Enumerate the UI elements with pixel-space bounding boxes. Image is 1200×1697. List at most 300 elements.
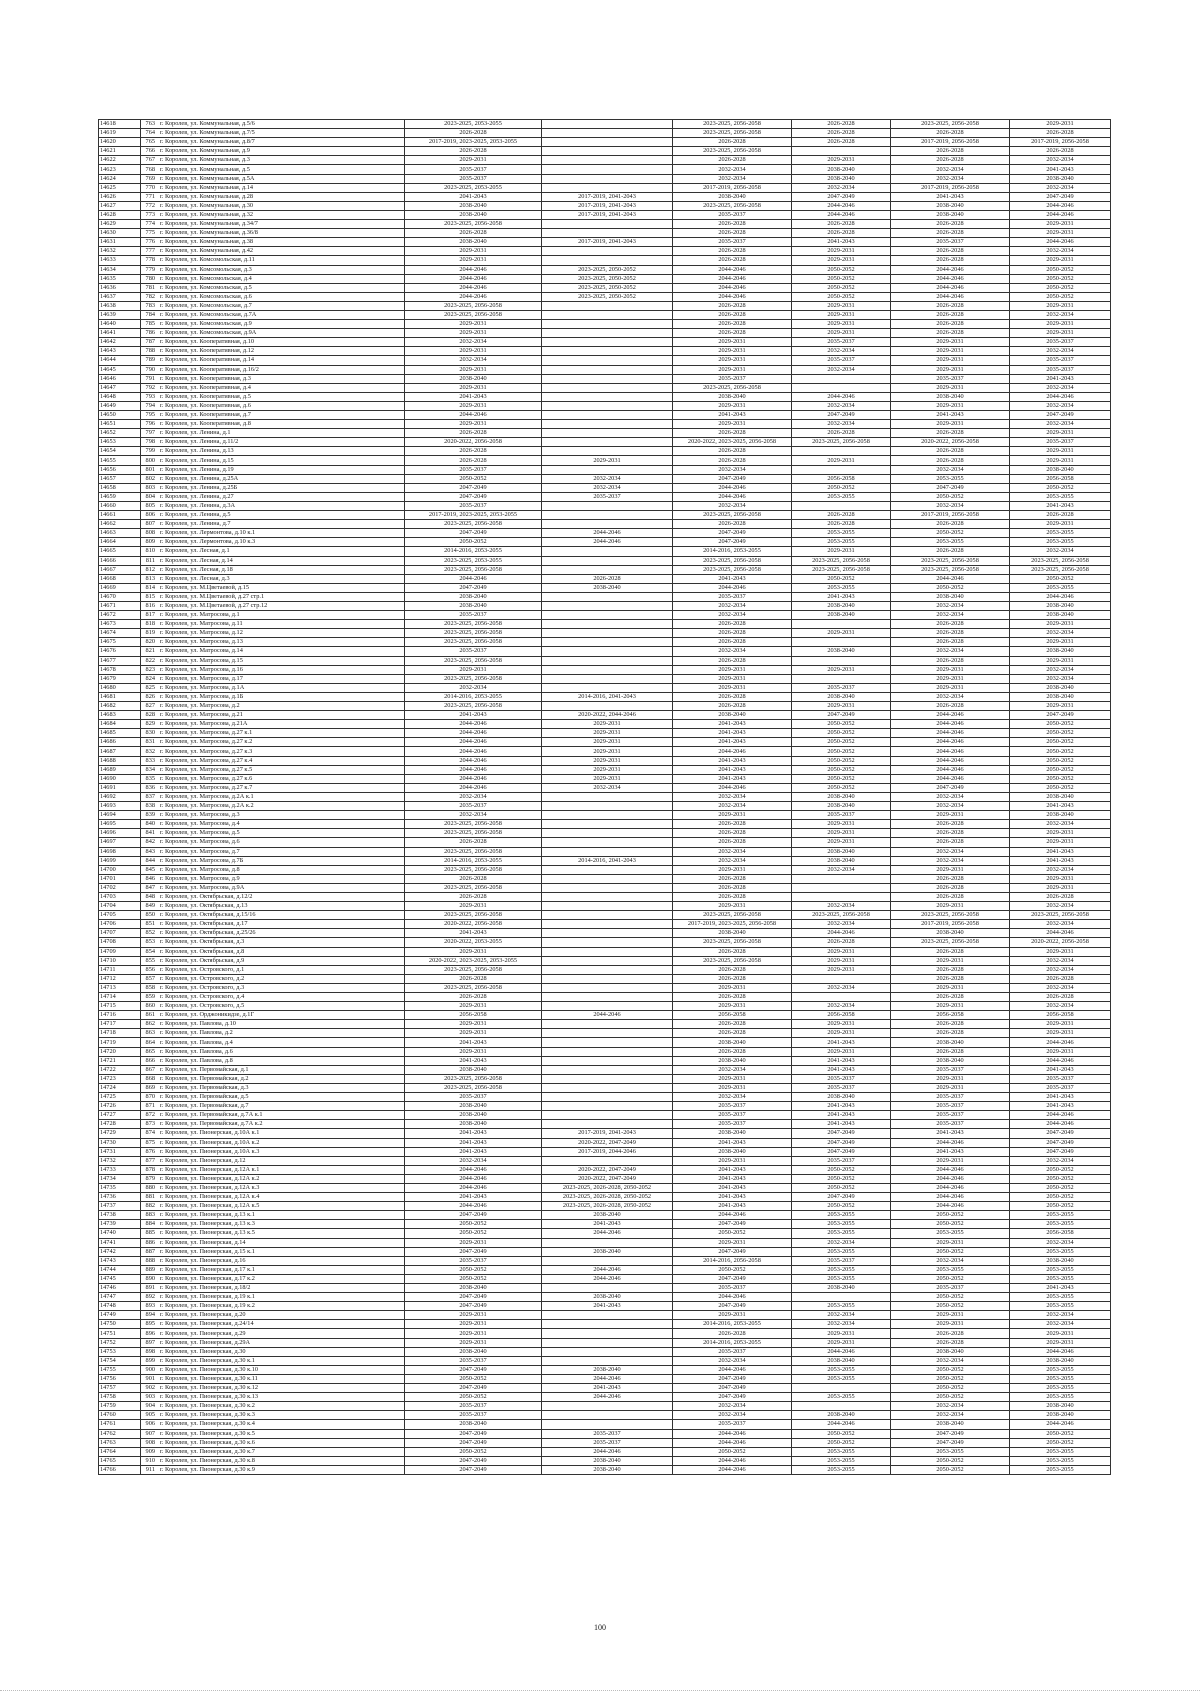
table-row: [99, 1129, 1111, 1138]
period-col-1-cell: 2023-2025, 2056-2058: [405, 520, 542, 529]
period-col-5-cell: 2032-2034: [891, 647, 1010, 656]
row-id-cell: 14686: [99, 738, 141, 747]
row-id-cell: 14754: [99, 1356, 141, 1365]
table-row: [99, 320, 1111, 329]
period-col-6-cell: 2041-2043: [1010, 1284, 1111, 1293]
period-col-3-cell: 2044-2046: [673, 483, 792, 492]
table-row: [99, 1238, 1111, 1247]
row-id-cell: 14684: [99, 720, 141, 729]
row-number-cell: 805: [141, 501, 158, 510]
table-row: [99, 147, 1111, 156]
period-col-1-cell: 2026-2028: [405, 429, 542, 438]
address-cell: г. Королев, ул. Матросова, д.3: [157, 811, 405, 820]
period-col-2-cell: [542, 947, 673, 956]
address-cell: г. Королев, ул. Октябрьская, д.25/26: [157, 929, 405, 938]
table-body: [99, 120, 1111, 1475]
period-col-4-cell: 2053-2055: [792, 583, 891, 592]
period-col-4-cell: [792, 892, 891, 901]
period-col-5-cell: 2026-2028: [891, 892, 1010, 901]
period-col-1-cell: 2029-2031: [405, 1238, 542, 1247]
period-col-1-cell: 2026-2028: [405, 874, 542, 883]
period-col-6-cell: 2032-2034: [1010, 383, 1111, 392]
period-col-3-cell: 2029-2031: [673, 665, 792, 674]
address-cell: г. Королев, ул. Пионерская, д.12А к.2: [157, 1174, 405, 1183]
period-col-6-cell: 2050-2052: [1010, 729, 1111, 738]
period-col-5-cell: 2050-2052: [891, 1274, 1010, 1283]
row-id-cell: 14739: [99, 1220, 141, 1229]
table-row: [99, 256, 1111, 265]
period-col-3-cell: 2026-2028: [673, 620, 792, 629]
address-cell: г. Королев, ул. Матросова, д.9: [157, 874, 405, 883]
period-col-1-cell: 2038-2040: [405, 1420, 542, 1429]
period-col-4-cell: 2044-2046: [792, 929, 891, 938]
period-col-4-cell: 2044-2046: [792, 1420, 891, 1429]
address-cell: г. Королев, ул. Пионерская, д.10А к.2: [157, 1138, 405, 1147]
period-col-2-cell: 2041-2043: [542, 1220, 673, 1229]
period-col-2-cell: [542, 183, 673, 192]
period-col-1-cell: 2023-2025, 2056-2058: [405, 629, 542, 638]
period-col-6-cell: 2035-2037: [1010, 1074, 1111, 1083]
address-cell: г. Королев, ул. Островского, д.5: [157, 1002, 405, 1011]
period-col-2-cell: 2023-2025, 2026-2028, 2050-2052: [542, 1202, 673, 1211]
period-col-6-cell: 2053-2055: [1010, 1393, 1111, 1402]
row-id-cell: 14737: [99, 1202, 141, 1211]
period-col-6-cell: 2041-2043: [1010, 856, 1111, 865]
row-id-cell: 14691: [99, 783, 141, 792]
period-col-5-cell: 2035-2037: [891, 1102, 1010, 1111]
table-row: [99, 129, 1111, 138]
period-col-6-cell: 2029-2031: [1010, 1329, 1111, 1338]
period-col-1-cell: 2032-2034: [405, 683, 542, 692]
period-col-4-cell: 2026-2028: [792, 220, 891, 229]
table-row: [99, 283, 1111, 292]
page-number: 100: [594, 1623, 606, 1632]
period-col-4-cell: 2047-2049: [792, 192, 891, 201]
row-id-cell: 14766: [99, 1465, 141, 1474]
table-row: [99, 392, 1111, 401]
period-col-1-cell: 2023-2025, 2056-2058: [405, 847, 542, 856]
row-number-cell: 772: [141, 201, 158, 210]
period-col-5-cell: 2029-2031: [891, 365, 1010, 374]
row-number-cell: 868: [141, 1074, 158, 1083]
period-col-6-cell: 2050-2052: [1010, 292, 1111, 301]
period-col-4-cell: 2038-2040: [792, 1411, 891, 1420]
table-row: [99, 1311, 1111, 1320]
period-col-3-cell: 2056-2058: [673, 1011, 792, 1020]
period-col-3-cell: 2047-2049: [673, 1302, 792, 1311]
period-col-2-cell: [542, 374, 673, 383]
period-col-6-cell: 2050-2052: [1010, 265, 1111, 274]
row-number-cell: 867: [141, 1065, 158, 1074]
row-id-cell: 14641: [99, 329, 141, 338]
period-col-4-cell: 2038-2040: [792, 611, 891, 620]
period-col-4-cell: 2038-2040: [792, 802, 891, 811]
period-col-3-cell: 2026-2028: [673, 329, 792, 338]
period-col-5-cell: 2038-2040: [891, 929, 1010, 938]
row-id-cell: 14670: [99, 592, 141, 601]
row-number-cell: 806: [141, 511, 158, 520]
period-col-5-cell: 2026-2028: [891, 974, 1010, 983]
row-number-cell: 848: [141, 892, 158, 901]
address-cell: г. Королев, ул. Комсомольская, д.3: [157, 265, 405, 274]
row-number-cell: 908: [141, 1438, 158, 1447]
address-cell: г. Королев, ул. Коммунальная, д.34/7: [157, 220, 405, 229]
period-col-6-cell: 2041-2043: [1010, 501, 1111, 510]
period-col-1-cell: 2038-2040: [405, 601, 542, 610]
scan-edge-divider: [0, 1690, 1200, 1691]
period-col-5-cell: 2029-2031: [891, 383, 1010, 392]
period-col-1-cell: 2044-2046: [405, 738, 542, 747]
period-col-6-cell: 2041-2043: [1010, 847, 1111, 856]
period-col-2-cell: [542, 174, 673, 183]
row-number-cell: 871: [141, 1102, 158, 1111]
row-id-cell: 14629: [99, 220, 141, 229]
period-col-2-cell: 2035-2037: [542, 492, 673, 501]
row-id-cell: 14685: [99, 729, 141, 738]
row-number-cell: 847: [141, 883, 158, 892]
period-col-5-cell: 2023-2025, 2056-2058: [891, 911, 1010, 920]
period-col-4-cell: 2029-2031: [792, 329, 891, 338]
address-cell: г. Королев, ул. Матросова, д.7Б: [157, 856, 405, 865]
row-id-cell: 14725: [99, 1093, 141, 1102]
row-id-cell: 14635: [99, 274, 141, 283]
period-col-6-cell: 2053-2055: [1010, 583, 1111, 592]
address-cell: г. Королев, ул. Ленина, д.1: [157, 429, 405, 438]
table-row: [99, 1274, 1111, 1283]
period-col-1-cell: 2029-2031: [405, 1029, 542, 1038]
row-number-cell: 884: [141, 1220, 158, 1229]
table-row: [99, 1183, 1111, 1192]
address-cell: г. Королев, ул. Первомайская, д.1: [157, 1065, 405, 1074]
period-col-3-cell: 2026-2028: [673, 447, 792, 456]
row-id-cell: 14642: [99, 338, 141, 347]
period-col-1-cell: 2038-2040: [405, 1065, 542, 1074]
row-id-cell: 14673: [99, 620, 141, 629]
row-id-cell: 14730: [99, 1138, 141, 1147]
table-row: [99, 638, 1111, 647]
period-col-6-cell: 2050-2052: [1010, 783, 1111, 792]
period-col-4-cell: 2029-2031: [792, 456, 891, 465]
row-id-cell: 14711: [99, 965, 141, 974]
period-col-3-cell: 2014-2016, 2056-2058: [673, 1256, 792, 1265]
period-col-1-cell: 2041-2043: [405, 711, 542, 720]
address-cell: г. Королев, ул. Пионерская, д.12: [157, 1156, 405, 1165]
row-id-cell: 14702: [99, 883, 141, 892]
period-col-3-cell: 2026-2028: [673, 838, 792, 847]
table-row: [99, 1011, 1111, 1020]
period-col-3-cell: 2041-2043: [673, 729, 792, 738]
row-number-cell: 830: [141, 729, 158, 738]
period-col-5-cell: 2029-2031: [891, 902, 1010, 911]
row-number-cell: 833: [141, 756, 158, 765]
period-col-3-cell: 2047-2049: [673, 1393, 792, 1402]
table-row: [99, 220, 1111, 229]
period-col-1-cell: 2050-2052: [405, 474, 542, 483]
table-row: [99, 938, 1111, 947]
row-number-cell: 827: [141, 702, 158, 711]
period-col-3-cell: 2038-2040: [673, 1038, 792, 1047]
period-col-4-cell: 2032-2034: [792, 920, 891, 929]
period-col-6-cell: 2038-2040: [1010, 611, 1111, 620]
period-col-5-cell: 2050-2052: [891, 1211, 1010, 1220]
row-number-cell: 881: [141, 1193, 158, 1202]
period-col-1-cell: 2050-2052: [405, 1393, 542, 1402]
period-col-4-cell: [792, 147, 891, 156]
period-col-5-cell: 2032-2034: [891, 601, 1010, 610]
period-col-2-cell: [542, 865, 673, 874]
period-col-3-cell: 2023-2025, 2056-2058: [673, 147, 792, 156]
address-cell: г. Королев, ул. Ленина, д.25Б: [157, 483, 405, 492]
period-col-5-cell: 2044-2046: [891, 729, 1010, 738]
table-row: [99, 1247, 1111, 1256]
address-cell: г. Королев, ул. Пионерская, д.30 к.2: [157, 1402, 405, 1411]
period-col-2-cell: 2038-2040: [542, 1211, 673, 1220]
period-col-6-cell: 2050-2052: [1010, 774, 1111, 783]
period-col-1-cell: 2056-2058: [405, 1011, 542, 1020]
period-col-6-cell: 2026-2028: [1010, 974, 1111, 983]
period-col-4-cell: 2050-2052: [792, 1165, 891, 1174]
table-row: [99, 265, 1111, 274]
period-col-6-cell: 2026-2028: [1010, 511, 1111, 520]
period-col-5-cell: 2041-2043: [891, 411, 1010, 420]
period-col-5-cell: 2041-2043: [891, 192, 1010, 201]
period-col-6-cell: 2032-2034: [1010, 247, 1111, 256]
address-cell: г. Королев, ул. Матросова, д.21А: [157, 720, 405, 729]
table-row: [99, 456, 1111, 465]
table-row: [99, 1029, 1111, 1038]
period-col-3-cell: 2029-2031: [673, 1083, 792, 1092]
period-col-1-cell: 2044-2046: [405, 729, 542, 738]
period-col-3-cell: 2038-2040: [673, 392, 792, 401]
address-cell: г. Королев, ул. Островского, д.4: [157, 993, 405, 1002]
address-cell: г. Королев, ул. Пионерская, д.30 к.5: [157, 1429, 405, 1438]
period-col-6-cell: 2029-2031: [1010, 456, 1111, 465]
period-col-4-cell: 2053-2055: [792, 529, 891, 538]
period-col-2-cell: 2017-2019, 2041-2043: [542, 1129, 673, 1138]
row-number-cell: 764: [141, 129, 158, 138]
period-col-4-cell: 2053-2055: [792, 492, 891, 501]
period-col-5-cell: 2032-2034: [891, 611, 1010, 620]
period-col-2-cell: 2044-2046: [542, 1229, 673, 1238]
period-col-4-cell: 2038-2040: [792, 1284, 891, 1293]
period-col-1-cell: 2047-2049: [405, 1302, 542, 1311]
table-row: [99, 683, 1111, 692]
period-col-2-cell: [542, 874, 673, 883]
row-number-cell: 782: [141, 292, 158, 301]
address-cell: г. Королев, ул. Коммунальная, д.30: [157, 201, 405, 210]
period-col-6-cell: 2050-2052: [1010, 1193, 1111, 1202]
period-col-6-cell: 2032-2034: [1010, 1002, 1111, 1011]
period-col-3-cell: 2026-2028: [673, 310, 792, 319]
period-col-3-cell: 2041-2043: [673, 411, 792, 420]
period-col-2-cell: [542, 683, 673, 692]
period-col-6-cell: 2029-2031: [1010, 320, 1111, 329]
period-col-6-cell: 2032-2034: [1010, 183, 1111, 192]
period-col-2-cell: 2017-2019, 2041-2043: [542, 210, 673, 219]
period-col-4-cell: 2050-2052: [792, 765, 891, 774]
row-id-cell: 14662: [99, 520, 141, 529]
row-id-cell: 14750: [99, 1320, 141, 1329]
period-col-6-cell: 2056-2058: [1010, 1229, 1111, 1238]
period-col-5-cell: 2026-2028: [891, 620, 1010, 629]
row-id-cell: 14726: [99, 1102, 141, 1111]
period-col-2-cell: [542, 129, 673, 138]
period-col-6-cell: 2023-2025, 2056-2058: [1010, 565, 1111, 574]
period-col-2-cell: [542, 329, 673, 338]
period-col-3-cell: 2026-2028: [673, 974, 792, 983]
row-number-cell: 862: [141, 1020, 158, 1029]
table-row: [99, 883, 1111, 892]
address-cell: г. Королев, ул. Комсомольская, д.7: [157, 301, 405, 310]
row-id-cell: 14666: [99, 556, 141, 565]
period-col-5-cell: 2038-2040: [891, 1347, 1010, 1356]
period-col-6-cell: 2053-2055: [1010, 1293, 1111, 1302]
period-col-1-cell: 2029-2031: [405, 947, 542, 956]
row-id-cell: 14762: [99, 1429, 141, 1438]
table-row: [99, 338, 1111, 347]
period-col-4-cell: [792, 883, 891, 892]
address-cell: г. Королев, ул. Орджоникидзе, д.1Г: [157, 1011, 405, 1020]
period-col-6-cell: 2032-2034: [1010, 956, 1111, 965]
period-col-6-cell: 2041-2043: [1010, 165, 1111, 174]
table-row: [99, 1293, 1111, 1302]
period-col-2-cell: 2041-2043: [542, 1302, 673, 1311]
row-id-cell: 14727: [99, 1111, 141, 1120]
period-col-4-cell: 2023-2025, 2056-2058: [792, 556, 891, 565]
period-col-4-cell: 2044-2046: [792, 201, 891, 210]
table-row: [99, 1138, 1111, 1147]
period-col-5-cell: 2038-2040: [891, 1420, 1010, 1429]
row-id-cell: 14722: [99, 1065, 141, 1074]
period-col-5-cell: 2029-2031: [891, 865, 1010, 874]
table-row: [99, 820, 1111, 829]
period-col-5-cell: 2038-2040: [891, 592, 1010, 601]
address-cell: г. Королев, ул. Пионерская, д.30 к.4: [157, 1420, 405, 1429]
row-id-cell: 14741: [99, 1238, 141, 1247]
row-id-cell: 14681: [99, 692, 141, 701]
period-col-2-cell: [542, 965, 673, 974]
period-col-1-cell: 2047-2049: [405, 583, 542, 592]
address-cell: г. Королев, ул. Пионерская, д.29А: [157, 1338, 405, 1347]
period-col-4-cell: 2041-2043: [792, 592, 891, 601]
row-id-cell: 14705: [99, 911, 141, 920]
row-id-cell: 14643: [99, 347, 141, 356]
period-col-1-cell: 2035-2037: [405, 1411, 542, 1420]
period-col-4-cell: 2053-2055: [792, 1302, 891, 1311]
period-col-4-cell: 2023-2025, 2056-2058: [792, 438, 891, 447]
address-cell: г. Королев, ул. Кооперативная, д.14: [157, 356, 405, 365]
row-number-cell: 809: [141, 538, 158, 547]
period-col-4-cell: 2053-2055: [792, 1365, 891, 1374]
period-col-6-cell: 2050-2052: [1010, 720, 1111, 729]
schedule-table: [98, 119, 1111, 1475]
period-col-2-cell: [542, 1311, 673, 1320]
period-col-4-cell: 2053-2055: [792, 1393, 891, 1402]
row-id-cell: 14715: [99, 1002, 141, 1011]
row-number-cell: 785: [141, 320, 158, 329]
period-col-5-cell: 2035-2037: [891, 1284, 1010, 1293]
period-col-3-cell: 2023-2025, 2056-2058: [673, 511, 792, 520]
address-cell: г. Королев, ул. Пионерская, д.12А к.4: [157, 1193, 405, 1202]
row-number-cell: 901: [141, 1374, 158, 1383]
period-col-5-cell: 2026-2028: [891, 1029, 1010, 1038]
period-col-2-cell: 2032-2034: [542, 783, 673, 792]
address-cell: г. Королев, ул. Пионерская, д.30: [157, 1347, 405, 1356]
period-col-4-cell: 2053-2055: [792, 538, 891, 547]
period-col-2-cell: [542, 820, 673, 829]
period-col-1-cell: 2044-2046: [405, 1183, 542, 1192]
row-number-cell: 890: [141, 1274, 158, 1283]
row-number-cell: 879: [141, 1174, 158, 1183]
period-col-1-cell: 2047-2049: [405, 1429, 542, 1438]
row-id-cell: 14680: [99, 683, 141, 692]
period-col-6-cell: 2035-2037: [1010, 356, 1111, 365]
period-col-2-cell: [542, 547, 673, 556]
period-col-6-cell: 2026-2028: [1010, 993, 1111, 1002]
period-col-2-cell: [542, 629, 673, 638]
period-col-2-cell: [542, 310, 673, 319]
period-col-1-cell: 2041-2043: [405, 1129, 542, 1138]
period-col-4-cell: [792, 974, 891, 983]
row-number-cell: 814: [141, 583, 158, 592]
row-number-cell: 779: [141, 265, 158, 274]
period-col-1-cell: 2026-2028: [405, 838, 542, 847]
address-cell: г. Королев, ул. Пионерская, д.19 к.1: [157, 1293, 405, 1302]
row-number-cell: 909: [141, 1447, 158, 1456]
period-col-1-cell: 2041-2043: [405, 1138, 542, 1147]
period-col-4-cell: 2029-2031: [792, 838, 891, 847]
row-number-cell: 842: [141, 838, 158, 847]
period-col-6-cell: 2029-2031: [1010, 1338, 1111, 1347]
row-id-cell: 14638: [99, 301, 141, 310]
period-col-5-cell: 2026-2028: [891, 547, 1010, 556]
row-id-cell: 14709: [99, 947, 141, 956]
row-id-cell: 14627: [99, 201, 141, 210]
address-cell: г. Королев, ул. Пионерская, д.13 к.1: [157, 1211, 405, 1220]
period-col-5-cell: 2044-2046: [891, 283, 1010, 292]
table-row: [99, 1056, 1111, 1065]
period-col-5-cell: 2029-2031: [891, 1074, 1010, 1083]
period-col-6-cell: 2026-2028: [1010, 147, 1111, 156]
period-col-5-cell: 2029-2031: [891, 356, 1010, 365]
table-row: [99, 329, 1111, 338]
period-col-6-cell: 2044-2046: [1010, 210, 1111, 219]
period-col-2-cell: 2020-2022, 2047-2049: [542, 1174, 673, 1183]
period-col-2-cell: [542, 301, 673, 310]
period-col-3-cell: 2035-2037: [673, 1102, 792, 1111]
row-id-cell: 14661: [99, 511, 141, 520]
period-col-4-cell: [792, 1402, 891, 1411]
period-col-4-cell: 2032-2034: [792, 401, 891, 410]
table-row: [99, 1411, 1111, 1420]
period-col-5-cell: 2023-2025, 2056-2058: [891, 938, 1010, 947]
row-id-cell: 14731: [99, 1147, 141, 1156]
period-col-5-cell: 2050-2052: [891, 1293, 1010, 1302]
period-col-3-cell: 2026-2028: [673, 456, 792, 465]
period-col-5-cell: 2026-2028: [891, 702, 1010, 711]
row-number-cell: 864: [141, 1038, 158, 1047]
table-row: [99, 1338, 1111, 1347]
period-col-5-cell: 2026-2028: [891, 993, 1010, 1002]
period-col-4-cell: 2044-2046: [792, 1347, 891, 1356]
period-col-5-cell: 2038-2040: [891, 1038, 1010, 1047]
period-col-5-cell: 2017-2019, 2056-2058: [891, 138, 1010, 147]
row-number-cell: 861: [141, 1011, 158, 1020]
period-col-2-cell: 2029-2031: [542, 738, 673, 747]
period-col-3-cell: 2035-2037: [673, 1420, 792, 1429]
period-col-5-cell: 2053-2055: [891, 1265, 1010, 1274]
period-col-5-cell: 2032-2034: [891, 692, 1010, 701]
